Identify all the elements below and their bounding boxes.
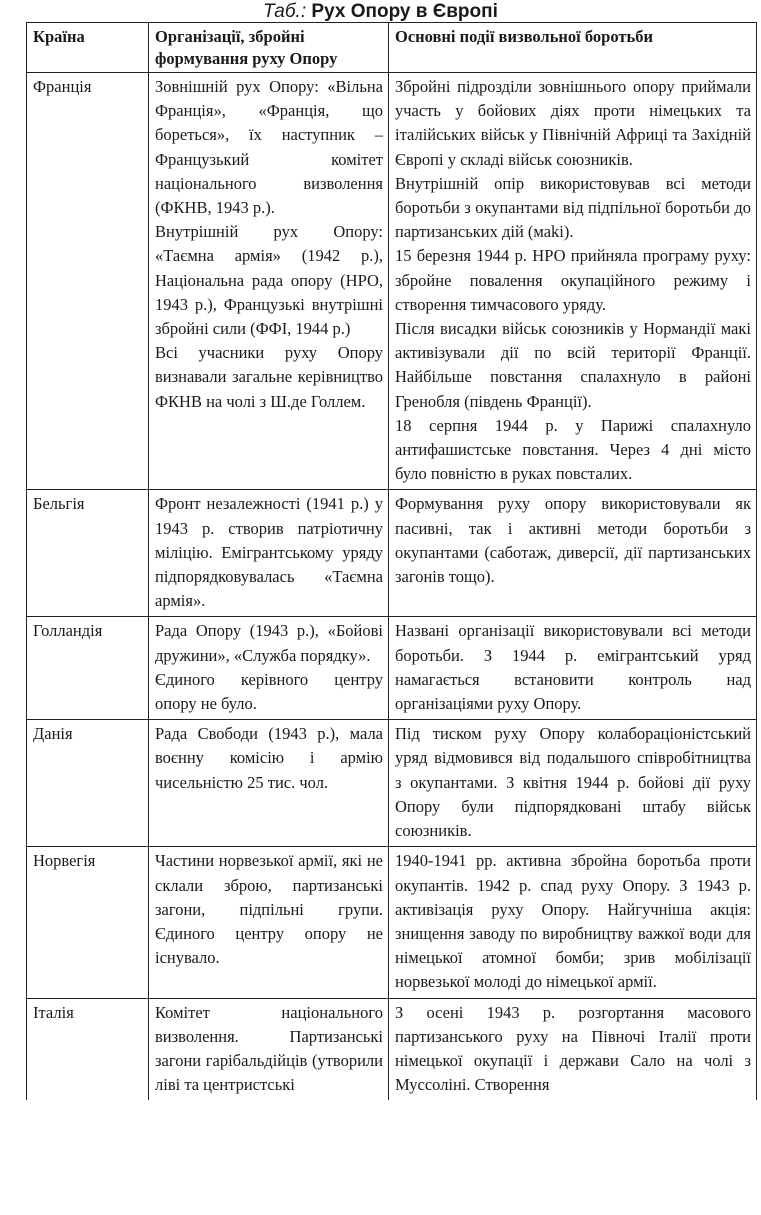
events-paragraph: З осені 1943 р. розгортання масового партизанського руху на Півночі Італії проти німецької окупації і держави Сало на чолі з Муссоліні. Створення	[395, 1002, 751, 1095]
organizations-cell	[149, 490, 389, 617]
country-cell: Норвегія	[27, 847, 149, 998]
organizations-cell	[149, 617, 389, 720]
table-row	[27, 998, 757, 1100]
table-row	[27, 617, 757, 720]
header-organizations: Організації, збройні формування руху Опору	[149, 23, 389, 73]
organizations-paragraph: Рада Свободи (1943 р.), мала воєнну комісію і армію чисельністю 25 тис. чол.	[155, 724, 383, 792]
organizations-paragraph: Внутрішній рух Опору: «Таємна армія» (1942 р.), Національна рада опору (НРО, 1943 р.), Французькі внутрішні збройні сили (ФФІ, 1944 р.)	[155, 222, 383, 339]
table-header-row	[27, 23, 757, 73]
events-paragraph: Збройні підрозділи зовнішнього опору приймали участь у бойових діях проти німецьких та італійських військ у Північній Африці та Західній Європі у складі військ союзників.	[395, 77, 751, 169]
events-paragraph: Названі організації використовували всі методи боротьби. З 1944 р. емігрантський уряд намагається встановити контроль над організаціями руху Опору.	[395, 621, 751, 714]
events-cell	[389, 720, 757, 847]
events-paragraph: Внутрішній опір використовував всі методи боротьби з окупантами від підпільної боротьби до партизанських дій (маki).	[395, 173, 751, 242]
country-cell: Данія	[27, 720, 149, 847]
organizations-paragraph: Всі учасники руху Опору визнавали загальне керівництво ФКНВ на чолі з Ш.де Голлем.	[155, 343, 383, 411]
events-paragraph: 1940-1941 рр. активна збройна боротьба проти окупантів. 1942 р. спад руху Опору. З 1943 р. активізація руху Опору. Найгучніша акція: знищення заводу по виробництву важкої води для німецької атомної бомби; зрив мобілізації норвезької молоді до німецької армії.	[395, 851, 751, 992]
organizations-paragraph: Рада Опору (1943 р.), «Бойові дружини», «Служба порядку».	[155, 621, 383, 665]
table-row	[27, 847, 757, 998]
organizations-paragraph: Частини норвезької армії, які не склали зброю, партизанські загони, підпільні групи. Єдиного центру опору не існувало.	[155, 851, 383, 968]
events-paragraph: Під тиском руху Опору колабораціоністський уряд відмовився від подальшого співробітництва з окупантами. З квітня 1944 р. бойові дії руху Опору були підпорядковані штабу військ союзників.	[395, 724, 751, 841]
organizations-paragraph: Фронт незалежності (1941 р.) у 1943 р. створив патріотичну міліцію. Емігрантському уряду підпорядковувалась «Таємна армія».	[155, 494, 383, 611]
country-cell: Італія	[27, 998, 149, 1100]
table-row	[27, 73, 757, 490]
table-row	[27, 490, 757, 617]
title-text: Рух Опору в Європі	[311, 1, 498, 22]
organizations-cell	[149, 720, 389, 847]
events-paragraph: Після висадки військ союзників у Нормандії макі активізували дії по всій території Франції. Найбільше повстання спалахнуло в районі Гренобля (південь Франції).	[395, 319, 751, 411]
events-paragraph: Формування руху опору використовували як пасивні, так і активні методи боротьби з окупантами (саботаж, диверсії, дії партизанських загонів тощо).	[395, 494, 751, 587]
organizations-cell	[149, 998, 389, 1100]
header-country: Країна	[27, 23, 149, 73]
title-prefix: Таб.:	[263, 1, 307, 22]
events-paragraph: 18 серпня 1944 р. у Парижі спалахнуло антифашистське повстання. Через 4 дні місто було повністю в руках повсталих.	[395, 415, 751, 484]
organizations-paragraph: Зовнішній рух Опору: «Вільна Франція», «Франція, що бореться», їх наступник – Французький комітет національного визволення (ФКНВ, 1943 р.).	[155, 77, 383, 218]
events-cell	[389, 73, 757, 490]
header-events: Основні події визвольної боротьби	[389, 23, 757, 73]
events-cell	[389, 998, 757, 1100]
country-cell: Франція	[27, 73, 149, 490]
table-row	[27, 720, 757, 847]
events-cell	[389, 490, 757, 617]
organizations-cell	[149, 73, 389, 490]
country-cell: Бельгія	[27, 490, 149, 617]
organizations-paragraph: Комітет національного визволення. Партизанські загони гарібальдійців (утворили ліві та центристські	[155, 1002, 383, 1095]
organizations-cell	[149, 847, 389, 998]
resistance-table	[26, 22, 757, 1100]
events-paragraph: 15 березня 1944 р. НРО прийняла програму руху: збройне повалення окупаційного режиму і створення тимчасового уряду.	[395, 246, 751, 314]
country-cell: Голландія	[27, 617, 149, 720]
events-cell	[389, 617, 757, 720]
organizations-paragraph: Єдиного керівного центру опору не було.	[155, 669, 383, 714]
events-cell	[389, 847, 757, 998]
page-title	[0, 0, 761, 24]
